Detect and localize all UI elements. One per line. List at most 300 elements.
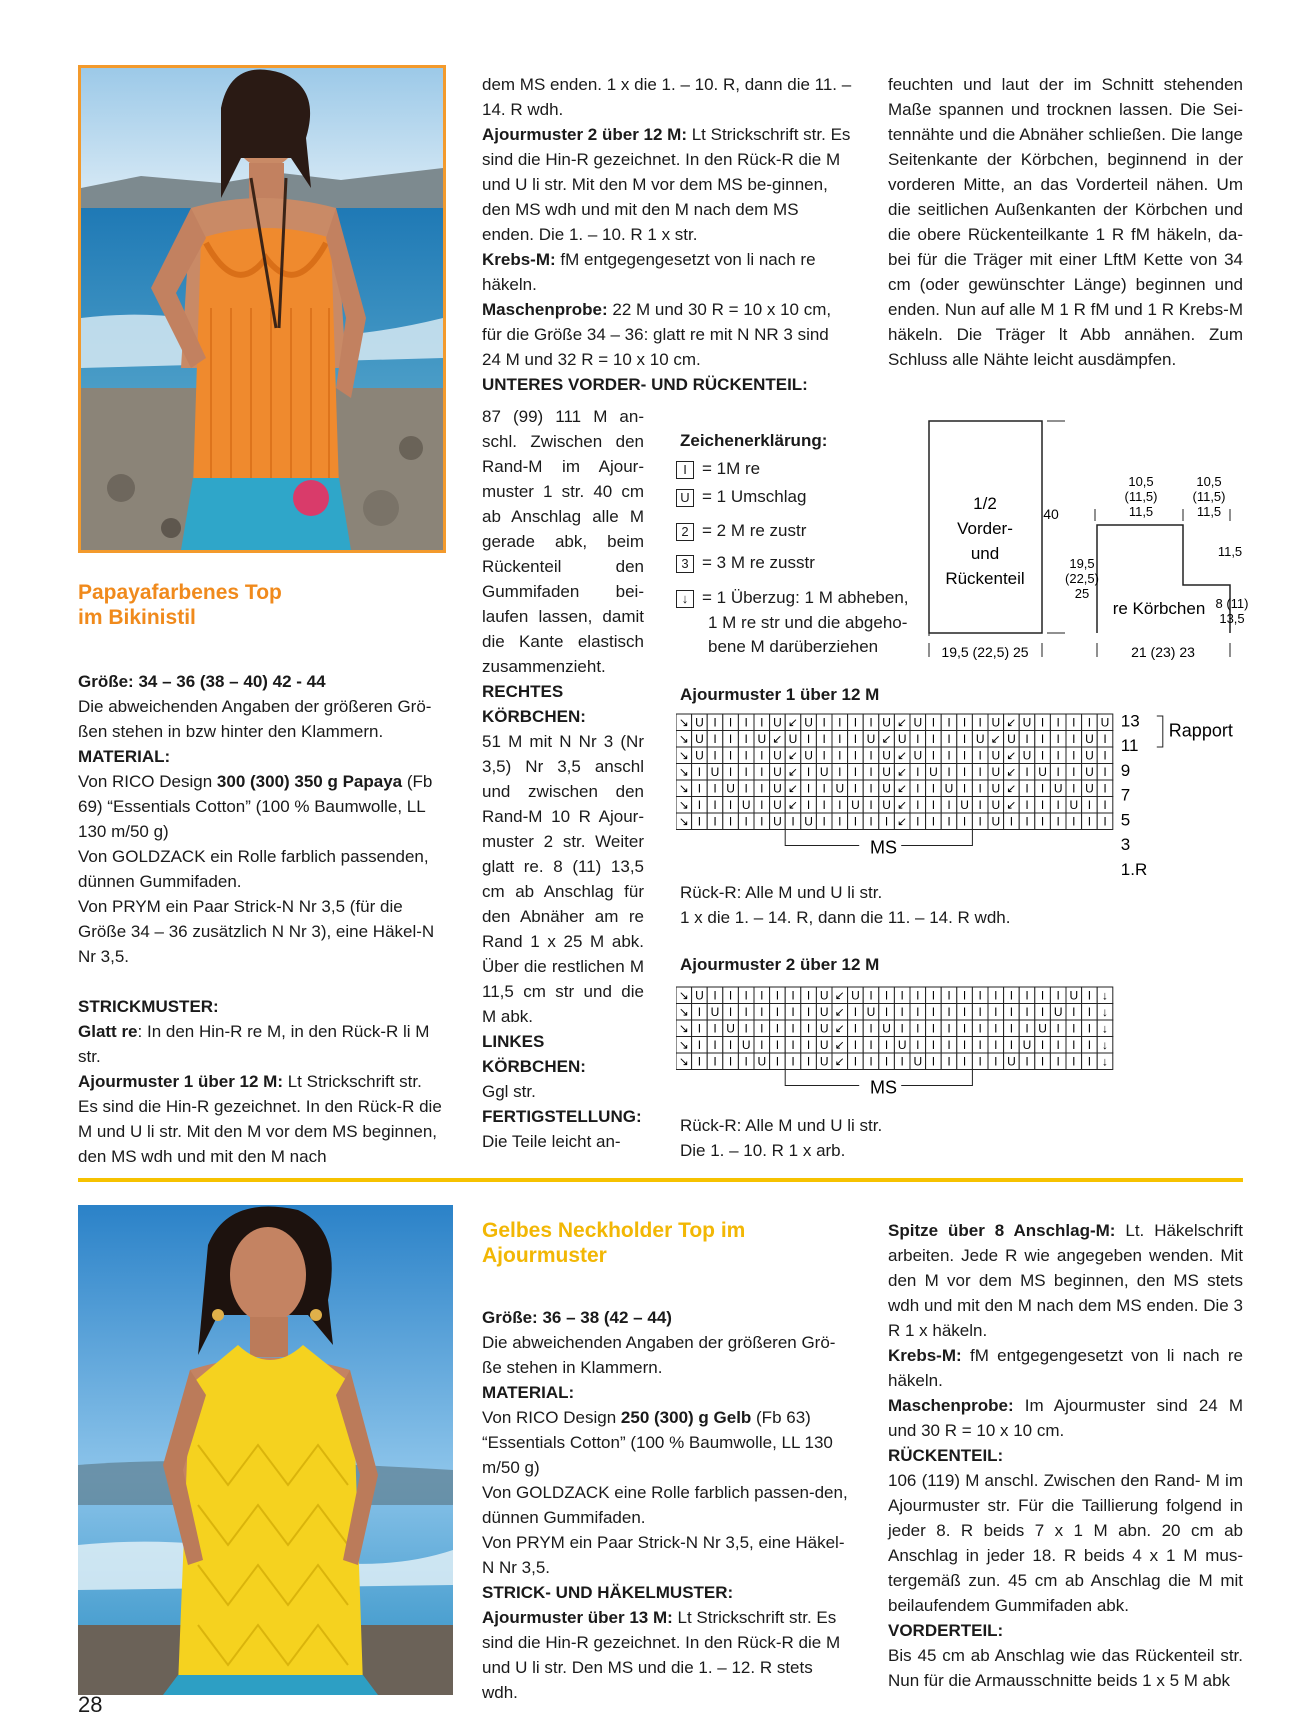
chart-symbol: I (884, 1005, 889, 1019)
bottom-material-heading: MATERIAL: (482, 1383, 575, 1402)
chart-symbol: U (882, 1021, 891, 1036)
chart-symbol: I (1040, 1054, 1045, 1069)
chart-symbol: I (884, 1054, 889, 1069)
chart-symbol: I (900, 988, 904, 1003)
chart-symbol: U (726, 1021, 735, 1036)
chart-symbol: I (869, 988, 873, 1003)
chart-symbol: I (1103, 748, 1107, 763)
chart-symbol: I (916, 798, 920, 812)
legend-extra-1: 1 M re str und die abgeho- (708, 613, 908, 632)
chart-symbol: I (978, 1005, 982, 1019)
chart-symbol: I (760, 748, 764, 763)
chart-symbol: I (1025, 988, 1029, 1003)
chart-symbol: I (760, 1005, 764, 1019)
chart-symbol: ↘ (678, 1005, 689, 1019)
chart-symbol: I (853, 1038, 858, 1052)
chart-symbol: I (1072, 781, 1076, 796)
chart-symbol: ↓ (1102, 988, 1108, 1003)
chart-symbol: ↙ (787, 748, 799, 763)
chart-symbol: I (962, 765, 967, 779)
chart-symbol: U (819, 1021, 829, 1036)
chart-symbol: I (994, 1021, 998, 1036)
cup-left-1: 19,5 (1069, 556, 1095, 571)
chart-symbol: I (978, 798, 982, 812)
chart-symbol: I (962, 1038, 967, 1052)
bottom-material-yarn: Von RICO Design 250 (300) g Gelb (Fb 63) “Essentials Cotton” (100 % Baumwolle, LL 130 m/50 g) (482, 1408, 833, 1477)
chart-symbol: I (947, 765, 951, 779)
chart-symbol: I (869, 1021, 873, 1036)
chart-symbol: I (962, 732, 967, 746)
legend-item: 2 = 2 M re zustr (676, 518, 806, 543)
chart-symbol: I (869, 715, 873, 730)
chart2-title: Ajourmuster 2 über 12 M (680, 955, 880, 974)
legend-extra-2: bene M darüberziehen (708, 637, 879, 656)
chart-symbol: U (695, 715, 704, 730)
chart-symbol: I (884, 814, 889, 829)
chart-symbol: I (916, 732, 920, 746)
chart-symbol: I (744, 748, 748, 763)
chart-symbol: I (744, 1054, 748, 1069)
material-elastic: Von GOLDZACK ein Rolle farblich passenden, dünnen Gummifaden. (78, 847, 429, 891)
chart-symbol: I (1040, 781, 1045, 796)
chart-symbol: I (697, 1038, 702, 1052)
front-height: 40 (1043, 506, 1059, 522)
chart-symbol: U (773, 765, 782, 779)
top-column-3 (888, 72, 1243, 372)
chart-symbol: U (1085, 732, 1094, 746)
lower-front-back-heading: UNTERES VORDER- UND RÜCKENTEIL: (482, 375, 808, 394)
chart-symbol: I (697, 798, 702, 812)
knit-symbol: I (676, 461, 694, 479)
chart-symbol: I (697, 1005, 702, 1019)
cup-top-right-2: (11,5) (1192, 489, 1226, 504)
row-label: 11 (1120, 736, 1139, 755)
chart-symbol: U (851, 988, 860, 1003)
finishing-heading: FERTIGSTELLUNG: (482, 1107, 642, 1126)
chart-symbol: I (775, 1005, 780, 1019)
front-width: 19,5 (22,5) 25 (941, 644, 1029, 660)
yarn-over-symbol: U (676, 489, 694, 507)
chart-symbol: U (819, 1054, 829, 1069)
chart-symbol: I (744, 732, 748, 746)
chart2-note-1: Rück-R: Alle M und U li str. (680, 1116, 883, 1135)
chart-symbol: I (1009, 1005, 1014, 1019)
chart-symbol: ↘ (678, 748, 689, 763)
chart-symbol: I (1040, 988, 1045, 1003)
chart-symbol: I (1056, 1054, 1060, 1069)
chart-symbol: I (978, 988, 982, 1003)
chart-symbol: I (1072, 1038, 1076, 1052)
chart-symbol: I (1025, 781, 1029, 796)
chart-symbol: ↘ (678, 988, 689, 1003)
col2-continuation: dem MS enden. 1 x die 1. – 10. R, dann die 11. – 14. R wdh. (482, 75, 852, 119)
chart-symbol: U (819, 765, 829, 779)
cup-top-right-3: 11,5 (1196, 504, 1222, 519)
chart-symbol: I (728, 748, 733, 763)
chart-symbol: U (695, 748, 704, 763)
chart-symbol: I (1072, 732, 1076, 746)
chart-symbol: I (978, 1054, 982, 1069)
chart-symbol: I (728, 988, 733, 1003)
chart-symbol: I (838, 814, 842, 829)
chart-symbol: I (1072, 1054, 1076, 1069)
chart-symbol: I (947, 798, 951, 812)
chart-symbol: ↘ (678, 1054, 689, 1069)
chart-symbol: I (760, 1038, 764, 1052)
size-line: Größe: 34 – 36 (38 – 40) 42 - 44 (78, 672, 326, 691)
chart-symbol: U (882, 781, 891, 796)
chart-symbol: I (806, 798, 811, 812)
chart-symbol: I (853, 1021, 858, 1036)
chart-symbol: I (1009, 988, 1014, 1003)
chart-symbol: I (806, 765, 811, 779)
chart-symbol: I (822, 814, 826, 829)
chart-symbol: ↙ (897, 748, 908, 763)
chart-symbol: U (913, 748, 923, 763)
chart-symbol: I (884, 988, 889, 1003)
chart1-grid (676, 712, 1236, 882)
crab-stitch: Krebs-M: fM entgegengesetzt von li nach re häkeln. (482, 250, 816, 294)
chart-symbol: I (869, 748, 873, 763)
bottom-crab-stitch: Krebs-M: fM entgegengesetzt von li nach re häkeln. (888, 1346, 1243, 1390)
chart-symbol: U (1053, 1005, 1063, 1019)
cup-top-left-3: 11,5 (1128, 504, 1154, 519)
chart-symbol: I (697, 781, 702, 796)
chart-symbol: U (1085, 781, 1094, 796)
chart-symbol: U (773, 748, 782, 763)
schematic-diagram (915, 405, 1255, 675)
top-title-line-2: im Bikinistil (78, 606, 196, 629)
chart-symbol: U (1007, 1054, 1016, 1069)
chart-symbol: I (994, 1054, 998, 1069)
cup-top-left-1: 10,5 (1128, 474, 1154, 489)
chart-symbol: U (991, 798, 1001, 812)
chart-symbol: I (869, 814, 873, 829)
chart-symbol: I (1009, 814, 1014, 829)
chart-symbol: I (1056, 988, 1060, 1003)
chart-symbol: ↓ (1102, 1021, 1108, 1036)
bottom-title-line-1: Gelbes Neckholder Top im (482, 1219, 746, 1242)
lower-part-text: 87 (99) 111 M an-schl. Zwischen den Rand-M im Ajour-muster 1 str. 40 cm ab Anschlag alle M gerade abk, beim Rückenteil den Gummifaden bei-laufen lassen, damit die Kante elastisch zusammenzieht. (482, 407, 644, 676)
chart-symbol: I (1087, 798, 1092, 812)
chart-symbol: ↘ (678, 814, 689, 829)
chart-symbol: ↘ (678, 765, 689, 779)
chart-symbol: U (757, 1054, 767, 1069)
chart-symbol: I (1056, 1021, 1060, 1036)
chart-symbol: U (944, 781, 954, 796)
chart-symbol: I (697, 1054, 702, 1069)
chart-symbol: I (916, 988, 920, 1003)
chart-symbol: I (1040, 1038, 1045, 1052)
gauge: Maschenprobe: 22 M und 30 R = 10 x 10 cm, für die Größe 34 – 36: glatt re mit N NR 3 sind 24 M und 32 R = 10 x 10 cm. (482, 300, 832, 369)
chart-symbol: I (744, 988, 748, 1003)
chart-symbol: I (713, 732, 717, 746)
top-column-2-narrow (482, 404, 644, 1154)
chart-symbol: I (900, 1005, 904, 1019)
legend-item: I = 1M re (676, 456, 760, 481)
bottom-column-2 (482, 1218, 852, 1705)
chart-symbol: I (1087, 715, 1092, 730)
chart-symbol: I (728, 732, 733, 746)
front-label-3: und (970, 544, 1000, 563)
chart-symbol: I (728, 1005, 733, 1019)
left-cup-heading: LINKES KÖRBCHEN: (482, 1032, 586, 1076)
front-label-2: Vorder- (957, 519, 1013, 538)
chart-symbol: I (916, 781, 920, 796)
chart-symbol: I (1072, 1021, 1076, 1036)
chart-symbol: I (962, 1054, 967, 1069)
chart-symbol: U (1022, 748, 1032, 763)
legend-title: Zeichenerklärung: (680, 431, 828, 450)
finishing-continued: feuchten und laut der im Schnitt stehenden Maße spannen und trocknen lassen. Die Sei-tennähte und die Abnäher schließen. Die lange Seitenkante der Körbchen, beginnend in der vorderen Mitte, an das Vorderteil nähen. Um die seitlichen Außenkanten der Körbchen und die obere Rückenteilkante 1 R fM häkeln, da-bei für die Träger mit einer LftM Kette von 34 cm (oder gewünschter Länge) beginnen und enden. Nun auf alle M 1 R fM und 1 R Krebs-M häkeln. Die Träger lt Abb annähen. Zum Schluss alle Nähte leicht ausdämpfen. (888, 75, 1243, 369)
chart-symbol: ↓ (1102, 1005, 1108, 1019)
chart-symbol: I (822, 715, 826, 730)
chart-symbol: I (1025, 1021, 1029, 1036)
chart-symbol: I (947, 1054, 951, 1069)
chart-symbol: I (1056, 765, 1060, 779)
back-text: 106 (119) M anschl. Zwischen den Rand- M im Ajourmuster str. Für die Taillierung folgend in jeder 8. R beids 7 x 1 M abn. 20 cm ab Anschlag in jeder 18. R beids 4 x 1 M mus-tergemäß zun. 45 cm ab Anschlag die M mit beilaufendem Gummifaden abk. (888, 1471, 1243, 1615)
chart-symbol: I (994, 1005, 998, 1019)
chart-symbol: U (913, 715, 923, 730)
chart-symbol: I (838, 748, 842, 763)
chart-symbol: I (822, 798, 826, 812)
chart-symbol: U (1053, 781, 1063, 796)
legend-item: ↓ = 1 Überzug: 1 M abheben, (676, 585, 909, 610)
chart1-note-1: Rück-R: Alle M und U li str. (680, 883, 883, 902)
chart-symbol: ↙ (1006, 748, 1017, 763)
chart-symbol: ↙ (897, 765, 908, 779)
chart-symbol: U (866, 1005, 876, 1019)
chart-symbol: I (1103, 798, 1107, 812)
chart-symbol: I (1056, 1038, 1060, 1052)
chart-symbol: ↙ (834, 1021, 845, 1036)
top-column-2 (482, 72, 852, 397)
chart-symbol: I (760, 798, 764, 812)
chart-symbol: I (962, 715, 967, 730)
chart-symbol: U (991, 765, 1001, 779)
chart-symbol: U (757, 732, 767, 746)
chart-symbol: U (726, 781, 735, 796)
chart-symbol: U (991, 781, 1001, 796)
chart-symbol: I (994, 1038, 998, 1052)
chart-symbol: I (713, 715, 717, 730)
chart-symbol: I (916, 1005, 920, 1019)
chart-symbol: I (760, 781, 764, 796)
chart-symbol: U (773, 715, 782, 730)
chart-symbol: I (900, 1054, 904, 1069)
chart-symbol: I (744, 781, 748, 796)
chart-symbol: I (838, 765, 842, 779)
chart-symbol: U (929, 765, 938, 779)
chart-symbol: I (994, 988, 998, 1003)
chart-symbol: I (947, 1021, 951, 1036)
chart-symbol: ↘ (678, 732, 689, 746)
row-label: 13 (1120, 712, 1140, 731)
chart-symbol: I (1103, 781, 1107, 796)
chart-symbol: I (947, 814, 951, 829)
chart-symbol: I (931, 1054, 936, 1069)
chart-symbol: U (991, 748, 1001, 763)
size-note: Die abweichenden Angaben der größeren Grö-ßen stehen in bzw hinter den Klammern. (78, 697, 432, 741)
chart-symbol: U (1069, 988, 1079, 1003)
chart-symbol: I (1103, 732, 1107, 746)
chart-symbol: I (791, 1021, 795, 1036)
chart-symbol: I (931, 814, 936, 829)
chart-symbol: I (853, 1054, 858, 1069)
chart-symbol: I (931, 781, 936, 796)
chart-symbol: U (710, 765, 720, 779)
chart-symbol: I (1040, 732, 1045, 746)
chart-symbol: I (900, 1021, 904, 1036)
row-label: 5 (1120, 810, 1131, 830)
chart-symbol: U (804, 748, 813, 763)
cup-top-right-1: 10,5 (1196, 474, 1222, 489)
chart-symbol: I (713, 1054, 717, 1069)
chart-symbol: U (773, 781, 782, 796)
material-heading: MATERIAL: (78, 747, 171, 766)
row-label: 7 (1120, 785, 1131, 805)
front-heading: VORDERTEIL: (888, 1621, 1004, 1640)
chart-symbol: I (978, 715, 982, 730)
chart2-note-2: Die 1. – 10. R 1 x arb. (680, 1141, 846, 1160)
chart-symbol: I (728, 715, 733, 730)
ms-label: MS (869, 1077, 897, 1098)
chart-symbol: I (791, 814, 795, 829)
bottom-size-line: Größe: 36 – 38 (42 – 44) (482, 1308, 672, 1327)
chart-symbol: U (773, 814, 782, 829)
chart-symbol: I (962, 781, 967, 796)
chart-symbol: I (744, 765, 748, 779)
chart-symbol: I (947, 1038, 951, 1052)
chart-symbol: I (1103, 765, 1107, 779)
chart-symbol: I (947, 748, 951, 763)
chart-symbol: U (695, 988, 704, 1003)
chart-symbol: I (931, 1021, 936, 1036)
slip-over-symbol: ↓ (676, 590, 694, 608)
chart-symbol: I (1056, 798, 1060, 812)
papaya-top-photo (78, 65, 446, 553)
chart-symbol: I (962, 748, 967, 763)
left-cup-text: Ggl str. (482, 1082, 536, 1101)
chart-symbol: I (1056, 732, 1060, 746)
chart-symbol: I (869, 798, 873, 812)
chart-symbol: I (853, 732, 858, 746)
chart-symbol: I (760, 1021, 764, 1036)
top-title-line-1: Papayafarbenes Top (78, 581, 282, 604)
chart-symbol: I (962, 1021, 967, 1036)
chart-symbol: ↙ (881, 732, 892, 746)
chart-symbol: I (978, 1038, 982, 1052)
chart-symbol: ↘ (678, 781, 689, 796)
chart-symbol: U (1038, 765, 1047, 779)
yellow-top-photo (78, 1205, 453, 1695)
chart-symbol: I (697, 814, 702, 829)
chart-symbol: U (788, 732, 798, 746)
chart-symbol: I (1087, 1054, 1092, 1069)
chart-symbol: U (1022, 715, 1032, 730)
back-heading: RÜCKENTEIL: (888, 1446, 1004, 1465)
right-cup-heading: RECHTES KÖRBCHEN: (482, 682, 586, 726)
cup-top-left-2: (11,5) (1124, 489, 1158, 504)
chart-symbol: I (1025, 1054, 1029, 1069)
lace-edge: Spitze über 8 Anschlag-M: Lt. Häkelschrift arbeiten. Jede R wie angegeben wenden. Mit den M vor dem MS beginnen, den MS stets wdh und mit den M nach dem MS enden. Die 3 R 1 x häkeln. (888, 1221, 1243, 1340)
chart-symbol: I (853, 1005, 858, 1019)
chart-symbol: ↙ (897, 715, 908, 730)
chart-symbol: ↙ (1006, 781, 1017, 796)
chart-symbol: I (1025, 732, 1029, 746)
chart-symbol: ↙ (787, 798, 799, 812)
chart-symbol: I (1025, 1005, 1029, 1019)
chart-symbol: I (853, 765, 858, 779)
cup-right-1: 8 (11) (1215, 596, 1249, 611)
section-divider (78, 1178, 1243, 1182)
chart-symbol: U (897, 1038, 907, 1052)
finishing-text: Die Teile leicht an- (482, 1132, 621, 1151)
cup-left-2: (22,5) (1065, 571, 1099, 586)
chart-symbol: I (978, 781, 982, 796)
material-needles: Von PRYM ein Paar Strick-N Nr 3,5 (für die Größe 34 – 36 zusätzlich N Nr 3), eine Häkel-N Nr 3,5. (78, 897, 435, 966)
chart-symbol: ↙ (1006, 798, 1017, 812)
chart-symbol: U (804, 715, 813, 730)
chart-symbol: ↙ (834, 1038, 845, 1052)
chart-symbol: I (744, 1021, 748, 1036)
chart-symbol: I (791, 1054, 795, 1069)
chart-symbol: I (713, 748, 717, 763)
chart-symbol: U (804, 814, 813, 829)
bottom-material-elastic: Von GOLDZACK eine Rolle farblich passen-den, dünnen Gummifaden. (482, 1483, 848, 1527)
front-text: Bis 45 cm ab Anschlag wie das Rückenteil str. Nun für die Armausschnitte beids 1 x 5 M abk (888, 1646, 1243, 1690)
chart-symbol: U (695, 732, 704, 746)
material-yarn: Von RICO Design 300 (300) 350 g Papaya (Fb 69) “Essentials Cotton” (100 % Baumwolle, LL 130 m/50 g) (78, 772, 433, 841)
chart-symbol: I (744, 715, 748, 730)
chart-symbol: I (1040, 814, 1045, 829)
chart-symbol: I (760, 988, 764, 1003)
chart-symbol: I (869, 765, 873, 779)
chart-symbol: U (741, 798, 751, 812)
chart-symbol: ↙ (1006, 765, 1017, 779)
chart-symbol: I (822, 781, 826, 796)
cup-side: 11,5 (1217, 544, 1243, 559)
chart-symbol: I (728, 1038, 733, 1052)
chart-symbol: ↓ (1102, 1038, 1108, 1052)
chart-symbol: I (1009, 1038, 1014, 1052)
chart-symbol: I (775, 988, 780, 1003)
chart-symbol: I (806, 732, 811, 746)
chart-symbol: I (978, 748, 982, 763)
chart-symbol: I (947, 715, 951, 730)
chart-symbol: ↙ (897, 781, 908, 796)
bottom-column-3 (888, 1218, 1243, 1693)
chart-symbol: U (991, 814, 1001, 829)
chart-symbol: I (1025, 765, 1029, 779)
chart-symbol: U (773, 798, 782, 812)
chart-symbol: I (1072, 1005, 1076, 1019)
chart-symbol: I (744, 814, 748, 829)
chart-symbol: I (931, 748, 936, 763)
chart-symbol: U (991, 715, 1001, 730)
row-label: 1.R (1120, 859, 1148, 879)
front-label-4: Rückenteil (945, 569, 1025, 588)
chart-symbol: I (931, 798, 936, 812)
chart-symbol: I (1056, 748, 1060, 763)
cup-left-3: 25 (1074, 586, 1090, 601)
chart-symbol: I (713, 798, 717, 812)
chart-symbol: I (962, 1005, 967, 1019)
chart-symbol: I (775, 1054, 780, 1069)
chart-symbol: U (897, 732, 907, 746)
chart-symbol: I (713, 988, 717, 1003)
chart-symbol: I (806, 988, 811, 1003)
